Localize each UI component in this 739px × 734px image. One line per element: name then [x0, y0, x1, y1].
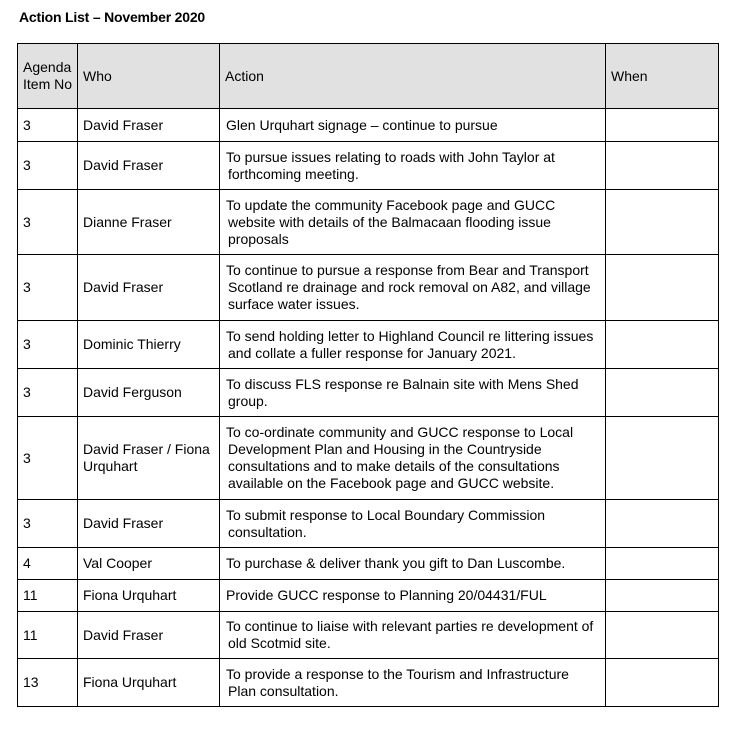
- who-cell: David Fraser: [78, 255, 220, 321]
- action-cell: [220, 142, 606, 190]
- when-cell: [606, 190, 719, 255]
- who-cell: David Fraser / Fiona Urquhart: [78, 417, 220, 500]
- when-cell: [606, 548, 719, 580]
- table-row: [18, 255, 719, 321]
- agenda-cell: 11: [18, 612, 78, 659]
- who-cell: David Fraser: [78, 109, 220, 142]
- action-cell: [220, 255, 606, 321]
- agenda-cell: 3: [18, 190, 78, 255]
- who-cell: David Fraser: [78, 612, 220, 659]
- table-row: [18, 580, 719, 612]
- action-cell: [220, 500, 606, 548]
- when-cell: [606, 109, 719, 142]
- who-cell: Val Cooper: [78, 548, 220, 580]
- when-cell: [606, 500, 719, 548]
- agenda-cell: 3: [18, 109, 78, 142]
- who-cell: David Fraser: [78, 500, 220, 548]
- table-row: [18, 612, 719, 659]
- table-row: [18, 500, 719, 548]
- table-header-row: [18, 44, 719, 109]
- who-cell: Dianne Fraser: [78, 190, 220, 255]
- agenda-cell: 3: [18, 417, 78, 500]
- when-cell: [606, 255, 719, 321]
- when-cell: [606, 369, 719, 417]
- action-text: To update the community Facebook page and GUCC website with details of the Balmacaan flooding issue proposals: [226, 196, 556, 247]
- action-cell: [220, 580, 606, 612]
- header-when: [606, 44, 719, 109]
- table-row: [18, 321, 719, 369]
- when-cell: [606, 580, 719, 612]
- who-cell: David Ferguson: [78, 369, 220, 417]
- table-row: [18, 548, 719, 580]
- table-row: [18, 190, 719, 255]
- agenda-cell: 4: [18, 548, 78, 580]
- header-action-label: Action: [225, 67, 264, 84]
- header-agenda-item-no: [18, 44, 78, 109]
- agenda-cell: 13: [18, 659, 78, 707]
- agenda-cell: 11: [18, 580, 78, 612]
- action-text: To co-ordinate community and GUCC response to Local Development Plan and Housing in the Countryside consultations and to make details of the consultations available on the Facebook page and GUCC website.: [226, 424, 574, 491]
- action-cell: [220, 369, 606, 417]
- when-cell: [606, 142, 719, 190]
- header-who-label: Who: [83, 67, 112, 84]
- action-text: To provide a response to the Tourism and Infrastructure Plan consultation.: [226, 665, 569, 699]
- table-row: [18, 142, 719, 190]
- agenda-cell: 3: [18, 369, 78, 417]
- action-text: To submit response to Local Boundary Commission consultation.: [226, 506, 546, 540]
- action-cell: [220, 109, 606, 142]
- when-cell: [606, 659, 719, 707]
- action-cell: [220, 659, 606, 707]
- action-text: To continue to pursue a response from Bear and Transport Scotland re drainage and rock removal on A82, and village surface water issues.: [226, 262, 591, 312]
- page-title: Action List – November 2020: [19, 9, 205, 25]
- when-cell: [606, 612, 719, 659]
- agenda-cell: 3: [18, 255, 78, 321]
- agenda-cell: 3: [18, 500, 78, 548]
- table-row: [18, 369, 719, 417]
- who-cell: Fiona Urquhart: [78, 580, 220, 612]
- action-cell: [220, 190, 606, 255]
- table-row: [18, 659, 719, 707]
- action-table: [17, 43, 719, 707]
- header-action: [220, 44, 606, 109]
- action-text: To send holding letter to Highland Council re littering issues and collate a fuller response for January 2021.: [226, 327, 594, 361]
- action-text: To continue to liaise with relevant parties re development of old Scotmid site.: [226, 618, 594, 651]
- action-text: Provide GUCC response to Planning 20/04431/FUL: [226, 587, 547, 603]
- who-cell: Fiona Urquhart: [78, 659, 220, 707]
- table-row: [18, 109, 719, 142]
- action-cell: [220, 612, 606, 659]
- agenda-cell: 3: [18, 142, 78, 190]
- action-text: Glen Urquhart signage – continue to pursue: [226, 116, 498, 133]
- action-cell: [220, 548, 606, 580]
- who-cell: Dominic Thierry: [78, 321, 220, 369]
- action-cell: [220, 321, 606, 369]
- action-text: To purchase & deliver thank you gift to Dan Luscombe.: [226, 555, 566, 571]
- action-text: To pursue issues relating to roads with John Taylor at forthcoming meeting.: [226, 148, 555, 182]
- agenda-cell: 3: [18, 321, 78, 369]
- when-cell: [606, 321, 719, 369]
- action-cell: [220, 417, 606, 500]
- who-cell: David Fraser: [78, 142, 220, 190]
- action-text: To discuss FLS response re Balnain site with Mens Shed group.: [226, 375, 579, 409]
- header-who: [78, 44, 220, 109]
- header-agenda-label: Agenda Item No: [23, 59, 73, 92]
- header-when-label: When: [611, 67, 648, 84]
- when-cell: [606, 417, 719, 500]
- table-row: [18, 417, 719, 500]
